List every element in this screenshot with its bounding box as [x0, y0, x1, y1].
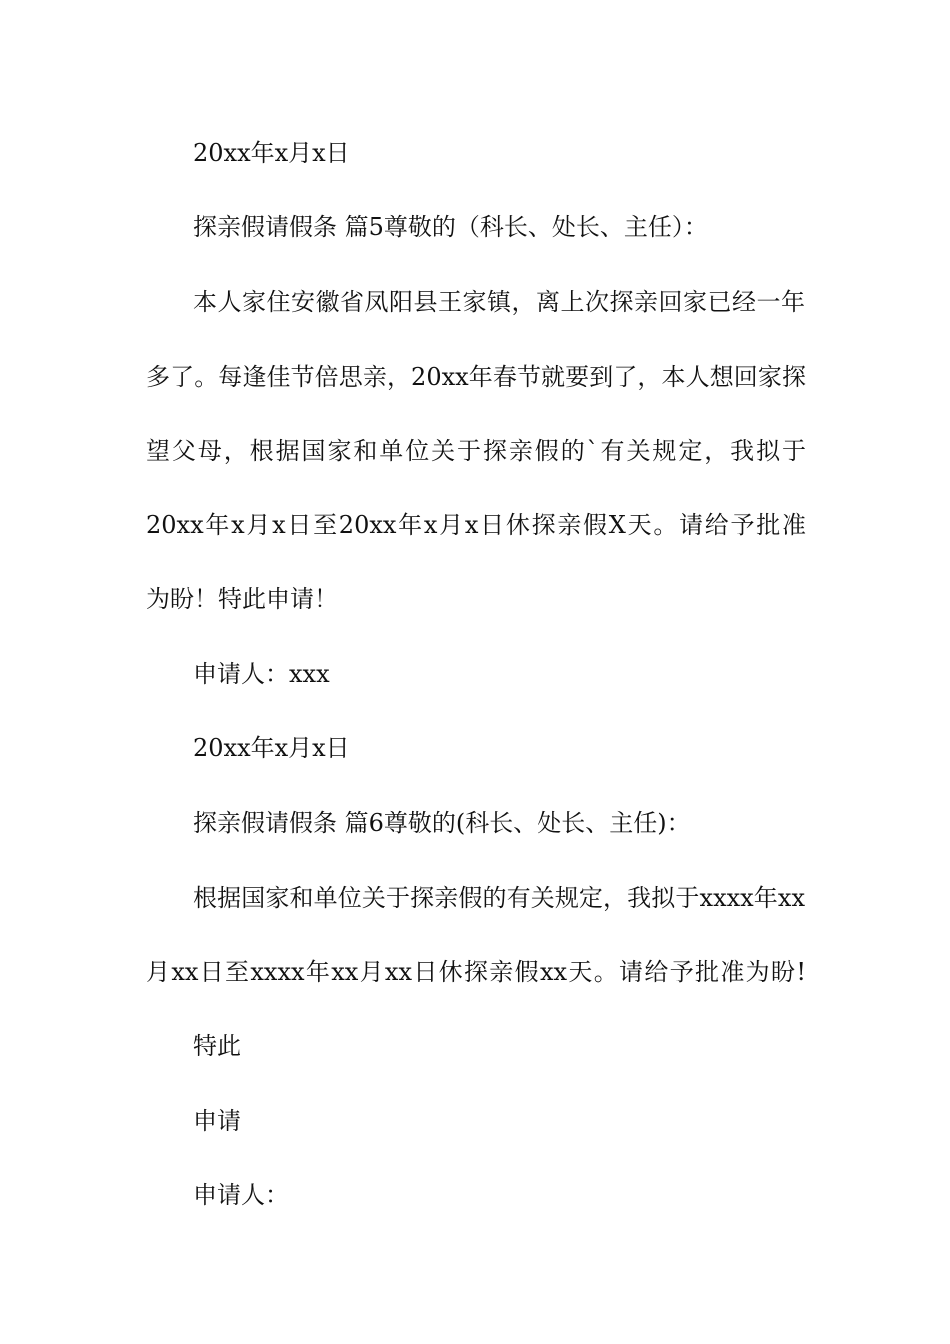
paragraph-line: 为盼！特此申请！ [146, 585, 338, 613]
date-line: 20xx年x月x日 [193, 139, 350, 167]
paragraph-line: 本人家住安徽省凤阳县王家镇，离上次探亲回家已经一年 [193, 288, 805, 316]
section-heading-6: 探亲假请假条 篇6尊敬的(科长、处长、主任)： [193, 809, 691, 837]
paragraph-line: 根据国家和单位关于探亲假的有关规定，我拟于xxxx年xx [193, 884, 805, 912]
section-heading-5: 探亲假请假条 篇5尊敬的（科长、处长、主任）： [193, 213, 708, 241]
paragraph-line: 20xx年x月x日至20xx年x月x日休探亲假X天。请给予批准 [146, 511, 806, 539]
applicant-line: 申请人： [193, 1181, 289, 1209]
paragraph-line: 多了。每逢佳节倍思亲，20xx年春节就要到了，本人想回家探 [146, 363, 806, 391]
applicant-line: 申请人：xxx [193, 660, 330, 688]
closing-line: 特此 [193, 1032, 241, 1060]
closing-line: 申请 [193, 1107, 241, 1135]
paragraph-line: 望父母，根据国家和单位关于探亲假的`有关规定，我拟于 [146, 437, 806, 465]
paragraph-line: 月xx日至xxxx年xx月xx日休探亲假xx天。请给予批准为盼! [146, 958, 806, 986]
date-line: 20xx年x月x日 [193, 734, 350, 762]
